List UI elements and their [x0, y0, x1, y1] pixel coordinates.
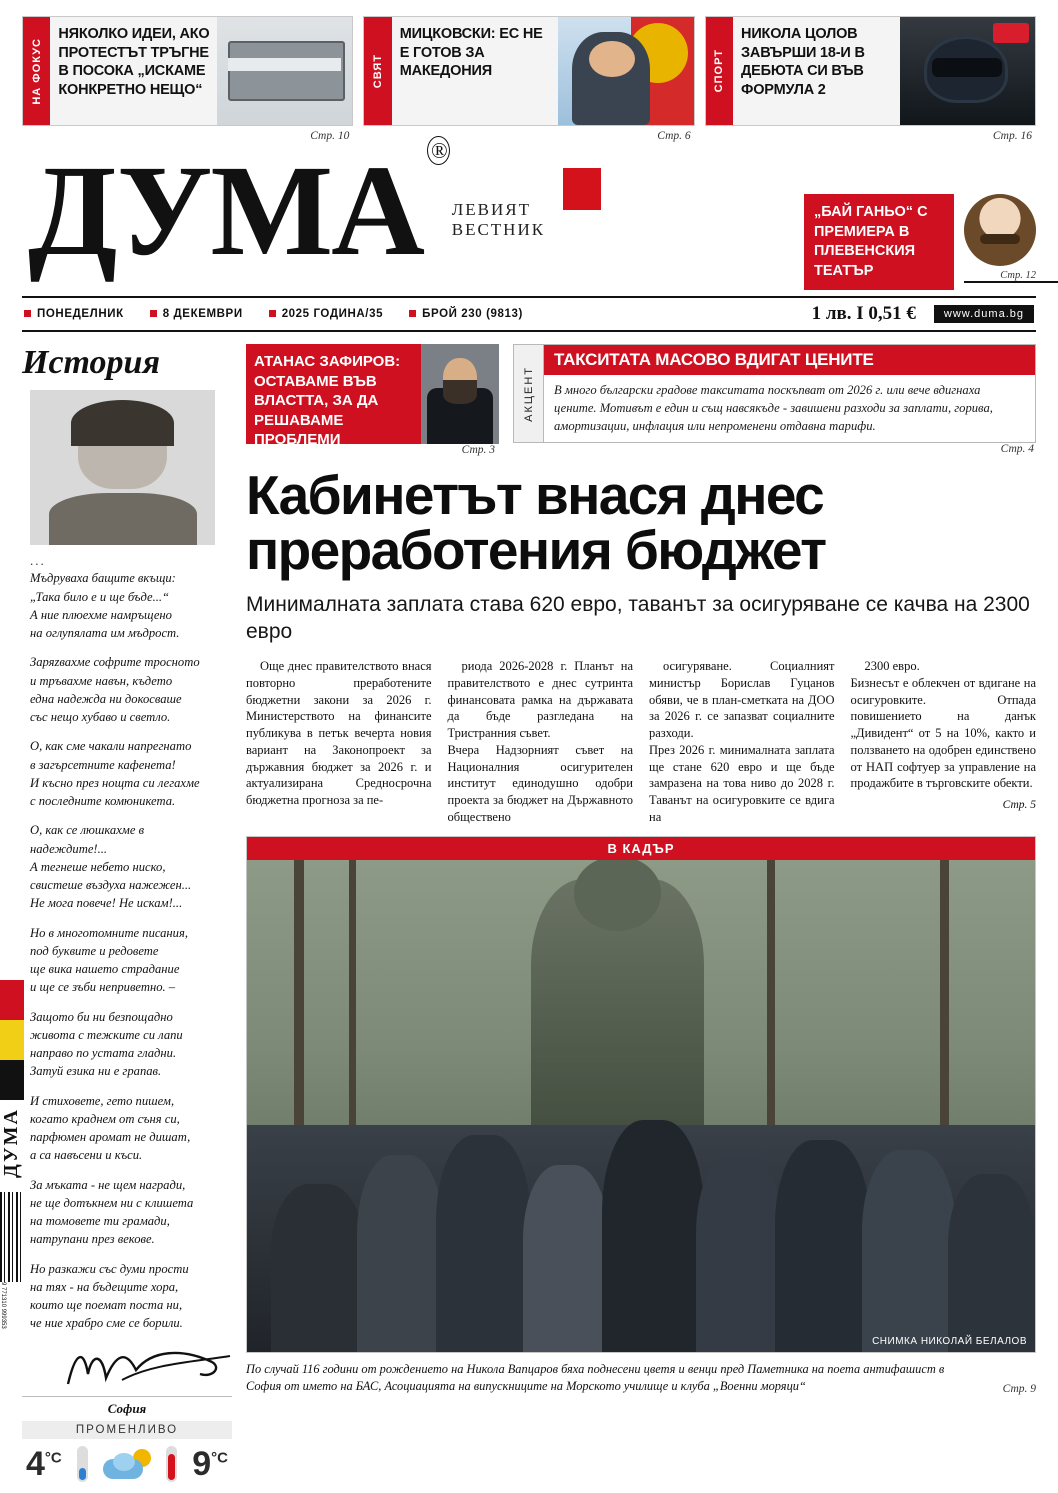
- accent-text: В много български градове такситата поскъпват от 2026 г. или вече вдигнаха цените. Мотивът е един и същ навсякъде - завишени разходи за заплати, горива, амортизации, инфлация или непроменени отдавна тарифи.: [554, 383, 993, 433]
- teaser-tag-focus: НА ФОКУС: [23, 17, 50, 125]
- accent-tag: АКЦЕНТ: [514, 345, 544, 442]
- edge-color-red: [0, 980, 24, 1020]
- poem-stanza: Защото би ни безпощадно живота с тежките си лапи направо по устата гладни. Затуй езика ни е грапав.: [30, 1009, 183, 1079]
- poem-stanza: О, как сме чакали напрегнато в загърсетните кафенета! И късно през нощта си легахме с последните комюникета.: [30, 739, 200, 808]
- accent-page: Стр. 4: [1000, 442, 1034, 455]
- photo-page: Стр. 9: [1002, 1382, 1036, 1395]
- issue-date: 8 ДЕКЕМВРИ: [150, 308, 243, 320]
- teaser-sport[interactable]: [705, 16, 1036, 126]
- secondary-row: [22, 344, 1036, 1483]
- zafirov-portrait-photo: [421, 344, 499, 444]
- teaser-world[interactable]: [363, 16, 694, 126]
- photo-caption: По случай 116 години от рождението на Никола Вапцаров бяха поднесени цветя и венци пред Паметника на поета антифашист в София от името на БАС, Асоциацията на випускниците на Морското училище и клуба „Военни моряци“: [246, 1361, 945, 1393]
- lead-body: [246, 658, 1036, 826]
- photo-block: [246, 836, 1036, 1353]
- signature-icon: [62, 1344, 232, 1390]
- issue-year: 2025 ГОДИНА/35: [269, 308, 383, 320]
- teaser-tag-world: СВЯТ: [364, 17, 391, 125]
- poem-stanza: За мъката - не щем награди, не ще дотъкнем ни с клишета на томовете ти грамади, натрупани през векове.: [30, 1177, 194, 1247]
- teaser-page-focus: Стр. 10: [310, 130, 350, 142]
- zafirov-page: Стр. 3: [461, 444, 495, 457]
- teaser-page-sport: Стр. 16: [992, 130, 1032, 142]
- weather-city: София: [107, 1400, 147, 1416]
- cloud-sun-icon: [103, 1449, 151, 1479]
- history-title: История: [22, 344, 160, 382]
- barcode-number: 9 771310 999353: [0, 1282, 6, 1329]
- lead-column-4: 2300 евро. Бизнесът е облекчен от вдигане на осигуровките. Отпада повишението на данък „Дивидент“ от 5 на 10%, както и ползването на одобрен единствено от НАП софтуер за управление на продажбите в търговските обекти. Стр. 5: [851, 658, 1037, 826]
- lead-page: Стр. 5: [1002, 799, 1036, 811]
- website-link[interactable]: www.duma.bg: [934, 305, 1034, 323]
- lead-story-area: [246, 344, 1036, 1483]
- zafirov-teaser[interactable]: [246, 344, 499, 456]
- lead-subheadline: Минималната заплата става 620 евро, таванът за осигуряване се качва на 2300 евро: [246, 593, 1030, 644]
- teaser-page-world: Стр. 6: [657, 130, 691, 142]
- teaser-focus[interactable]: [22, 16, 353, 126]
- weather-low: $4^{^\circ C}$: [26, 1444, 62, 1483]
- promo-text: „БАЙ ГАНЬО“ С ПРЕМИЕРА В ПЛЕВЕНСКИЯ ТЕАТЪР: [804, 194, 954, 290]
- poem-stanza: Заряzвахме софрите тросното и тръвахме навън, където една надежда ни докосваше със нещо хубаво и светло.: [30, 655, 200, 724]
- thermometer-warm-icon: [166, 1446, 177, 1482]
- weather-high: $9^{^\circ C}$: [192, 1444, 228, 1483]
- teaser-headline-world: МИЦКОВСКИ: ЕС НЕ Е ГОТОВ ЗА МАКЕДОНИЯ: [399, 26, 543, 80]
- accent-headline: ТАКСИТАТА МАСОВО ВДИГАТ ЦЕНИТЕ: [544, 345, 1035, 375]
- poem-text: [22, 569, 232, 1332]
- teaser-headline-focus: НЯКОЛКО ИДЕИ, АКО ПРОТЕСТЪТ ТРЪГНЕ В ПОСОКА „ИСКАМЕ КОНКРЕТНО НЕЩО“: [58, 26, 210, 98]
- poem-stanza: Мъдруваха бащите вкъщи: „Така било е и ще бъде...“ А ние плюехме намръщено на оглупялата им мъдрост.: [30, 571, 180, 640]
- edge-color-yellow: [0, 1020, 24, 1060]
- promo-photo-wrap: [964, 194, 1036, 283]
- lead-column-3: осигуряване. Социалният министър Борислав Гуцанов обяви, че в план-сметката на ДОО за 2026 г. се запазват социалните разходи. През 2026 г. минималната заплата ще стане 620 евро и ще бъде замразена на това ниво до 2028 г. Таванът на осигуровките се вдига на: [649, 659, 835, 824]
- photo-block-label: В КАДЪР: [247, 837, 1035, 860]
- poem-stanza: Но разкажи със думи прости на тях - на бъдещите хора, които ще поемат поста ни, че ние храбро сме се борили.: [30, 1261, 189, 1331]
- barcode: [0, 1192, 22, 1282]
- politician-flag-photo: [558, 17, 693, 125]
- red-square-mark: [563, 168, 601, 210]
- issue-price: 1 лв. I 0,51 €: [811, 303, 916, 325]
- poet-portrait-photo: [30, 390, 215, 545]
- edge-brand: ДУМА: [0, 1108, 22, 1179]
- poem-stanza: И стиховете, гето пишем, когато краднем от съня си, парфюмен аромат не дишат, а са навъсени и къси.: [30, 1093, 191, 1163]
- issue-number: БРОЙ 230 (9813): [409, 308, 523, 320]
- weather-condition: ПРОМЕНЛИВО: [22, 1421, 232, 1439]
- promo-page: Стр. 12: [1000, 270, 1036, 281]
- racing-helmet-photo: [900, 17, 1035, 125]
- lead-column-2: риода 2026-2028 г. Планът на правителството е днес сутринта финансовата рамка на държавата да бъде разгледана на Тристранния съвет. Вчера Надзорният съвет на Националния осигурителен институт единодушно одобри проекта за бюджет на Държавното обществено: [447, 659, 633, 824]
- poem-stanza: О, как се люшкахме в надеждите!... А тегнеше небето ниско, свистеше въздуха нажежен... Не мога повече! Не искам!...: [30, 823, 192, 911]
- lead-headline[interactable]: Кабинетът внася днес преработения бюджет: [246, 464, 826, 582]
- page-edge-strip: [0, 980, 24, 1329]
- weather-values: [22, 1439, 232, 1484]
- poem-stanza: Но в многотомните писания, под буквите и редовете ще вика нашето страдание и ще се зъби неприветно. –: [30, 925, 188, 995]
- zafirov-headline: АТАНАС ЗАФИРОВ: ОСТАВАМЕ ВЪВ ВЛАСТТА, ЗА ДА РЕШАВАМЕ ПРОБЛЕМИ: [246, 344, 421, 444]
- teaser-headline-sport: НИКОЛА ЦОЛОВ ЗАВЪРШИ 18-И В ДЕБЮТА СИ ВЪВ ФОРМУЛА 2: [741, 26, 865, 98]
- newspaper-logo[interactable]: ДУМА ®: [22, 152, 446, 272]
- memorial-ceremony-photo: [247, 860, 1035, 1352]
- teaser-tag-sport: СПОРТ: [706, 17, 733, 125]
- teaser-strip: [22, 0, 1036, 126]
- actor-portrait-photo: [964, 194, 1036, 266]
- thermometer-cold-icon: [77, 1446, 88, 1482]
- edge-color-black: [0, 1060, 24, 1100]
- train-photo: [217, 17, 352, 125]
- registered-icon: ®: [427, 136, 450, 165]
- issue-info-bar: [22, 296, 1036, 332]
- weather-widget: [22, 1396, 232, 1484]
- masthead-promo[interactable]: [804, 194, 1036, 290]
- accent-block[interactable]: [513, 344, 1036, 455]
- photo-credit: СНИМКА НИКОЛАЙ БЕЛАЛОВ: [872, 1335, 1027, 1347]
- masthead-tagline: ЛЕВИЯТ ВЕСТНИК: [451, 200, 546, 240]
- lead-column-1: Още днес правителството внася повторно преработените бюджетни закони за 2026 г. Министерството на финансите публикува в петък вечерта новия вариант на Законопроект за държавния бюджет за 2026 г. и актуализирана Средносрочна бюджетна прогноза за пе-: [246, 659, 432, 807]
- masthead: [22, 137, 1036, 290]
- history-dots: ...: [30, 553, 46, 569]
- history-column: [22, 344, 232, 1483]
- issue-day: ПОНЕДЕЛНИК: [24, 308, 124, 320]
- photo-caption-row: [246, 1361, 1036, 1395]
